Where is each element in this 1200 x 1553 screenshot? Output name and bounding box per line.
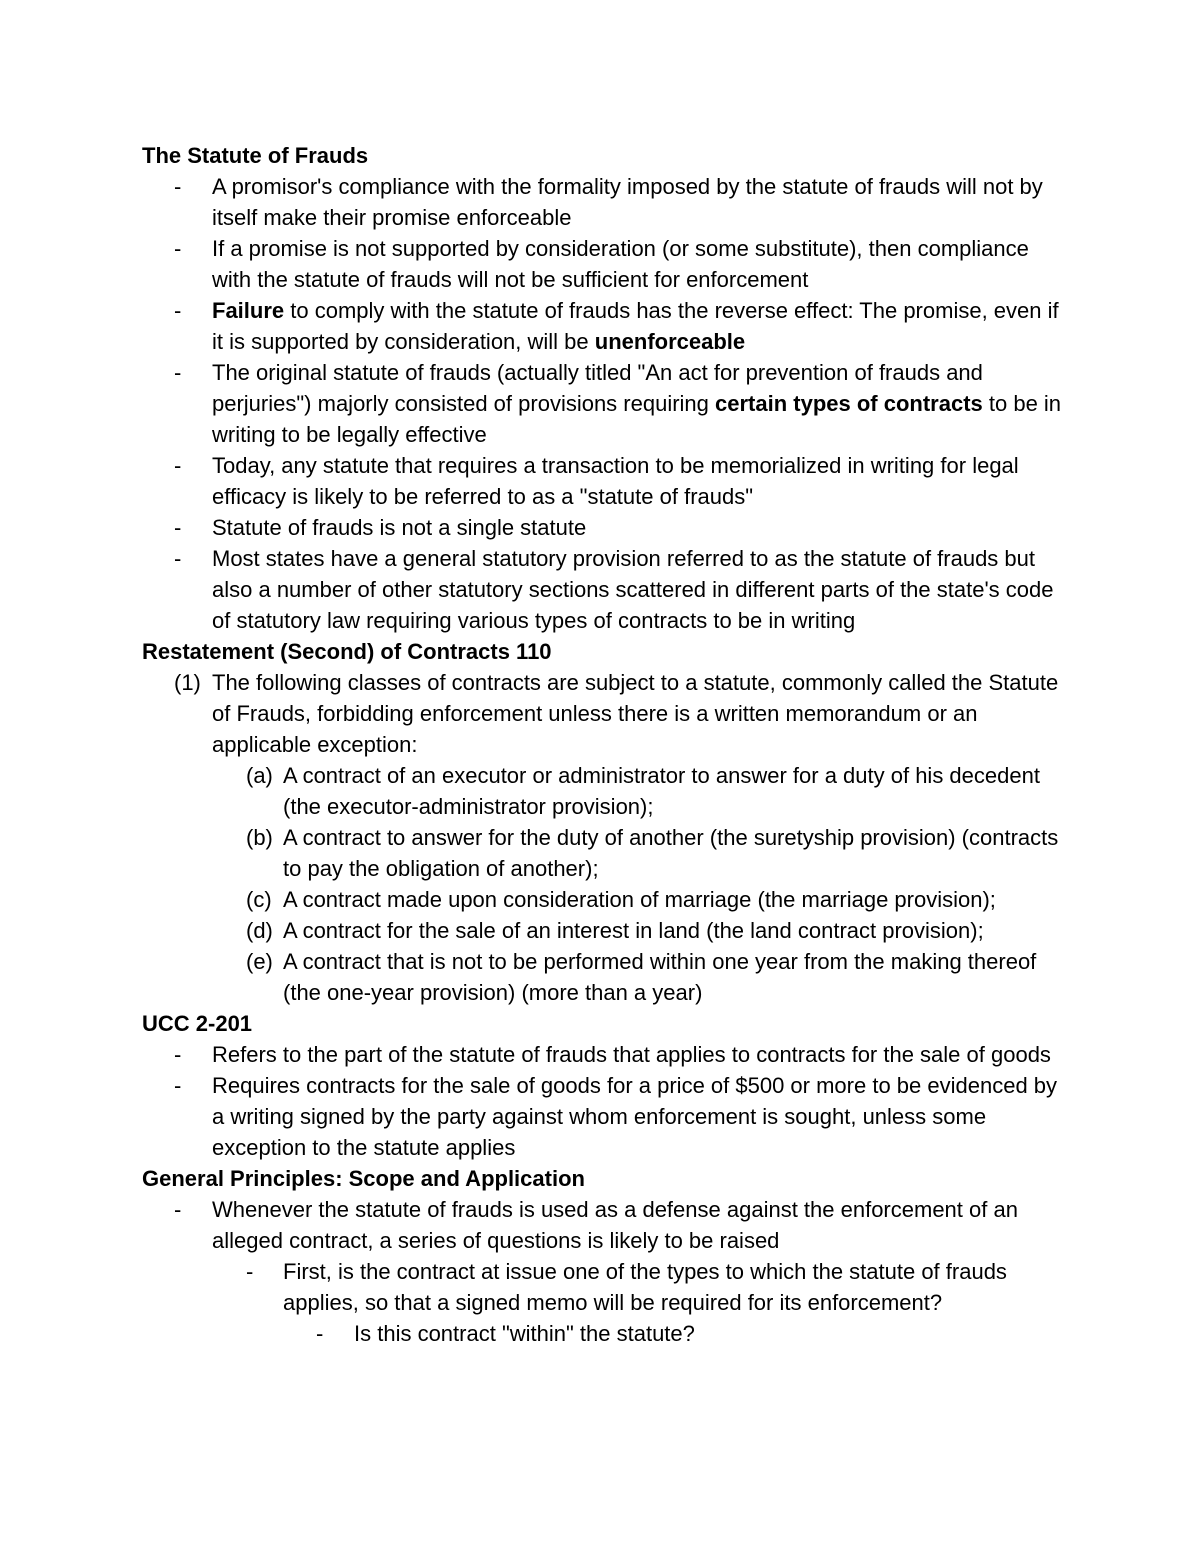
bullet-marker: - (174, 515, 182, 540)
item-text: A contract made upon consideration of marriage (the marriage provision); (283, 887, 996, 912)
item-text: First, is the contract at issue one of the types to which the statute of frauds applies, so that a signed memo will be required for its enforcement? (283, 1259, 1007, 1315)
list-item (142, 450, 1072, 512)
letter-marker: (a) (246, 763, 273, 788)
list-item (142, 1256, 1072, 1318)
list-item (142, 1318, 1072, 1349)
section-heading: UCC 2-201 (142, 1011, 253, 1036)
bold-term: Failure (212, 298, 285, 323)
bold-term: certain types of contracts (715, 391, 983, 416)
list-item (142, 171, 1072, 233)
item-text: Refers to the part of the statute of frauds that applies to contracts for the sale of goods (212, 1042, 1051, 1067)
item-text: Today, any statute that requires a transaction to be memorialized in writing for legal efficacy is likely to be referred to as a "statute of frauds" (212, 453, 1019, 509)
item-text: A contract of an executor or administrator to answer for a duty of his decedent (the executor-administrator provision); (283, 763, 1040, 819)
section-heading: Restatement (Second) of Contracts 110 (142, 639, 552, 664)
item-text: to be in writing to be legally effective (212, 391, 1062, 447)
item-text: Is this contract "within" the statute? (354, 1321, 695, 1346)
item-text: If a promise is not supported by consideration (or some substitute), then compliance with the statute of frauds will not be sufficient for enforcement (212, 236, 1029, 292)
list-item (142, 233, 1072, 295)
list-item (142, 1039, 1072, 1070)
number-marker: (1) (174, 670, 201, 695)
list-item (142, 1070, 1072, 1163)
document-page (142, 140, 1072, 1349)
letter-marker: (d) (246, 918, 273, 943)
list-item (142, 512, 1072, 543)
item-text: Requires contracts for the sale of goods for a price of $500 or more to be evidenced by a writing signed by the party against whom enforcement is sought, unless some exception to the statute applies (212, 1073, 1058, 1160)
lettered-item (142, 915, 1072, 946)
bullet-marker: - (174, 1073, 182, 1098)
item-text: The following classes of contracts are subject to a statute, commonly called the Statute of Frauds, forbidding enforcement unless there is a written memorandum or an applicable exception: (212, 670, 1059, 757)
letter-marker: (c) (246, 887, 272, 912)
item-text: The original statute of frauds (actually titled "An act for prevention of frauds and perjuries") majorly consisted of provisions requiring (212, 360, 983, 416)
bold-term: unenforceable (594, 329, 746, 354)
item-text: A promisor's compliance with the formality imposed by the statute of frauds will not by itself make their promise enforceable (212, 174, 1043, 230)
item-text: A contract that is not to be performed within one year from the making thereof (the one-year provision) (more than a year) (283, 949, 1037, 1005)
letter-marker: (e) (246, 949, 273, 974)
section-heading: The Statute of Frauds (142, 143, 369, 168)
list-item (142, 543, 1072, 636)
letter-marker: (b) (246, 825, 273, 850)
bullet-marker: - (174, 453, 182, 478)
item-text: to comply with the statute of frauds has the reverse effect: The promise, even if it is supported by consideration, will be (212, 298, 1059, 354)
lettered-item (142, 822, 1072, 884)
bullet-marker: - (174, 1197, 182, 1222)
bullet-marker: - (174, 298, 182, 323)
bullet-marker: - (174, 546, 182, 571)
list-item (142, 295, 1072, 357)
lettered-item (142, 946, 1072, 1008)
bullet-marker: - (246, 1259, 254, 1284)
item-text: Most states have a general statutory provision referred to as the statute of frauds but also a number of other statutory sections scattered in different parts of the state's code of statutory law requiring various types of contracts to be in writing (212, 546, 1054, 633)
lettered-item (142, 760, 1072, 822)
bullet-marker: - (174, 360, 182, 385)
lettered-item (142, 884, 1072, 915)
item-text: A contract to answer for the duty of another (the suretyship provision) (contracts to pay the obligation of another); (283, 825, 1059, 881)
list-item (142, 1194, 1072, 1256)
numbered-item (142, 667, 1072, 760)
bullet-marker: - (316, 1321, 324, 1346)
bullet-marker: - (174, 236, 182, 261)
list-item (142, 357, 1072, 450)
item-text: Statute of frauds is not a single statute (212, 515, 587, 540)
item-text: A contract for the sale of an interest in land (the land contract provision); (283, 918, 984, 943)
item-text: Whenever the statute of frauds is used as a defense against the enforcement of an alleged contract, a series of questions is likely to be raised (212, 1197, 1018, 1253)
bullet-marker: - (174, 174, 182, 199)
section-heading: General Principles: Scope and Application (142, 1166, 585, 1191)
bullet-marker: - (174, 1042, 182, 1067)
